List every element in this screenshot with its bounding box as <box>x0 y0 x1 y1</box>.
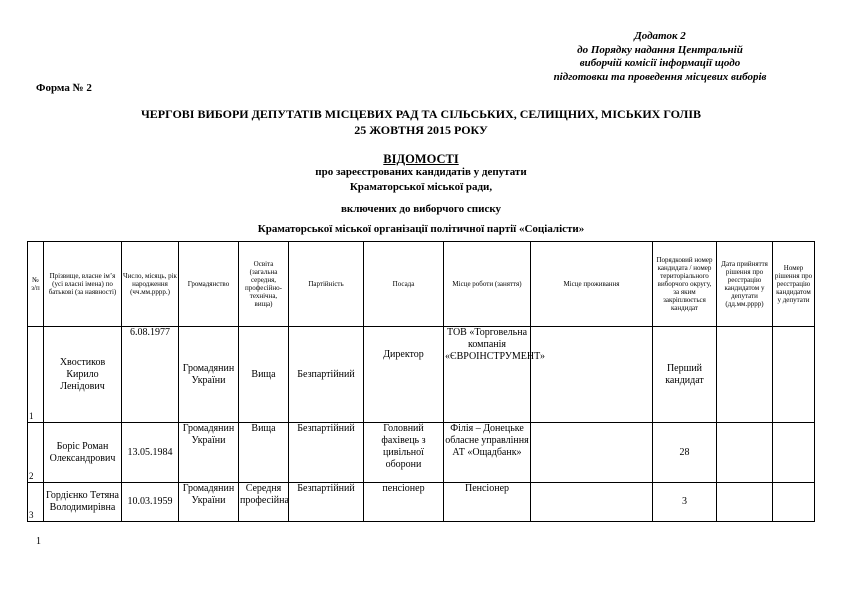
cell-education: Вища <box>239 327 289 423</box>
cell-education: Середня професійна <box>239 483 289 522</box>
table-row <box>28 327 815 423</box>
cell-party: Безпартійний <box>289 327 364 423</box>
cell-residence <box>531 423 653 483</box>
header-birth: Число, місяць, рік народження (чч.мм.рррр.) <box>122 242 179 327</box>
cell-education: Вища <box>239 423 289 483</box>
cell-residence <box>531 327 653 423</box>
cell-order: 3 <box>653 483 717 522</box>
cell-name: Боріс Роман Олександрович <box>44 423 122 483</box>
cell-reg-date <box>717 423 773 483</box>
cell-residence <box>531 483 653 522</box>
subtitle-line-2: Краматорської міської ради, <box>349 181 493 193</box>
cell-birth: 6.08.1977 <box>122 327 179 423</box>
header-party: Партійність <box>289 242 364 327</box>
cell-workplace: Пенсіонер <box>444 483 531 522</box>
cell-num: 1 <box>28 327 44 423</box>
subtitle-heading: ВІДОМОСТІ <box>383 152 459 166</box>
table-row <box>28 423 815 483</box>
subtitle-line-3: включених до виборчого списку <box>340 203 502 215</box>
header-citizenship: Громадянство <box>179 242 239 327</box>
table-row <box>28 483 815 522</box>
header-order: Порядковий номер кандидата / номер територіального виборчого округу, за яким закріплюється кандидат <box>653 242 717 327</box>
cell-party: Безпартійний <box>289 483 364 522</box>
cell-workplace: Філія – Донецьке обласне управління АТ «Ощадбанк» <box>444 423 531 483</box>
cell-birth: 13.05.1984 <box>122 423 179 483</box>
cell-party: Безпартійний <box>289 423 364 483</box>
document-title-line-2: 25 ЖОВТНЯ 2015 РОКУ <box>354 123 488 137</box>
header-position: Посада <box>364 242 444 327</box>
cell-position: Директор <box>364 327 444 423</box>
document-title-line-1: ЧЕРГОВІ ВИБОРИ ДЕПУТАТІВ МІСЦЕВИХ РАД ТА СІЛЬСЬКИХ, СЕЛИЩНИХ, МІСЬКИХ ГОЛІВ <box>140 107 702 121</box>
cell-position: Головний фахівець з цивільної оборони <box>364 423 444 483</box>
cell-name: Гордієнко Тетяна Володимирівна <box>44 483 122 522</box>
header-workplace: Місце роботи (заняття) <box>444 242 531 327</box>
page-number: 1 <box>36 536 41 547</box>
cell-num: 2 <box>28 423 44 483</box>
cell-citizenship: Громадянин України <box>179 483 239 522</box>
header-decision-no: Номер рішення про реєстрацію кандидатом у депутати <box>773 242 815 327</box>
cell-birth: 10.03.1959 <box>122 483 179 522</box>
table-header-row <box>28 242 815 327</box>
cell-position: пенсіонер <box>364 483 444 522</box>
cell-name: Хвостиков Кирило Ленідович <box>44 327 122 423</box>
header-education: Освіта (загальна середня, професійно-технічна, вища) <box>239 242 289 327</box>
candidates-table <box>27 241 815 522</box>
cell-decision-no <box>773 423 815 483</box>
header-name: Прізвище, власне ім’я (усі власні імена) по батькові (за наявності) <box>44 242 122 327</box>
cell-order: Перший кандидат <box>653 327 717 423</box>
cell-reg-date <box>717 327 773 423</box>
subtitle-line-4: Краматорської міської організації політичної партії «Соціалісти» <box>257 223 585 235</box>
cell-order: 28 <box>653 423 717 483</box>
cell-citizenship: Громадянин України <box>179 327 239 423</box>
cell-reg-date <box>717 483 773 522</box>
cell-decision-no <box>773 327 815 423</box>
cell-workplace: ТОВ «Торговельна компанія «ЄВРОІНСТРУМЕНТ» <box>444 327 531 423</box>
addendum-line-4: підготовки та проведення місцевих виборів <box>553 70 767 83</box>
addendum-line-3: виборчій комісії інформації щодо <box>579 57 741 69</box>
form-number: Форма № 2 <box>36 82 92 94</box>
addendum-note <box>520 30 800 84</box>
cell-num: 3 <box>28 483 44 522</box>
addendum-line-2: до Порядку надання Центральній <box>577 43 743 56</box>
cell-decision-no <box>773 483 815 522</box>
header-reg-date: Дата прийняття рішення про реєстрацію кандидатом у депутати (дд.мм.рррр) <box>717 242 773 327</box>
header-num: № з/п <box>28 242 44 327</box>
addendum-line-1: Додаток 2 <box>634 30 686 42</box>
header-residence: Місце проживання <box>531 242 653 327</box>
cell-citizenship: Громадянин України <box>179 423 239 483</box>
subtitle-line-1: про зареєстрованих кандидатів у депутати <box>315 166 527 178</box>
